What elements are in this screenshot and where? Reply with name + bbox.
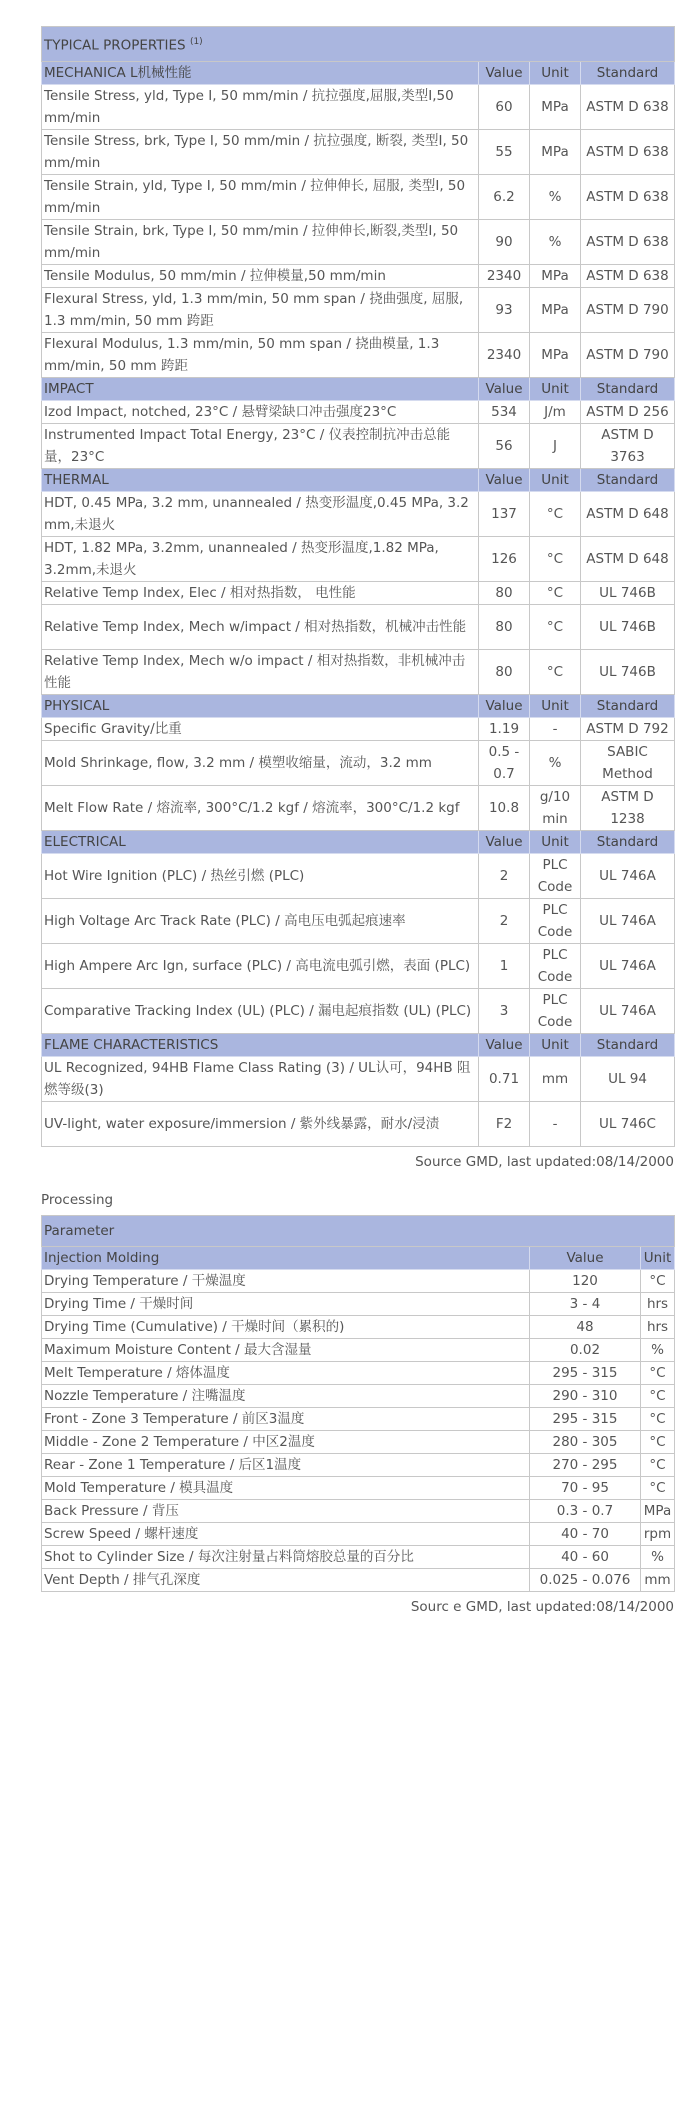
property-prop: Mold Shrinkage, flow, 3.2 mm / 模塑收缩量，流动，3.2 mm — [42, 740, 479, 785]
property-prop: Tensile Stress, brk, Type I, 50 mm/min / 抗拉强度, 断裂, 类型I, 50 mm/min — [42, 129, 479, 174]
processing-prop: Nozzle Temperature / 注嘴温度 — [42, 1384, 530, 1407]
property-value: 2340 — [479, 332, 530, 377]
parameter-header-row — [42, 1215, 675, 1246]
property-row — [42, 604, 675, 649]
processing-row — [42, 1499, 675, 1522]
property-unit: % — [530, 740, 581, 785]
injection-molding-title: Injection Molding — [42, 1246, 530, 1269]
column-header: Unit — [530, 61, 581, 84]
property-prop: Instrumented Impact Total Energy, 23°C / 仪表控制抗冲击总能量，23°C — [42, 423, 479, 468]
processing-row — [42, 1476, 675, 1499]
processing-prop: Melt Temperature / 熔体温度 — [42, 1361, 530, 1384]
property-prop: Flexural Modulus, 1.3 mm/min, 50 mm span / 挠曲模量, 1.3 mm/min, 50 mm 跨距 — [42, 332, 479, 377]
section-title: IMPACT — [42, 377, 479, 400]
column-header: Standard — [581, 61, 675, 84]
processing-value: 120 — [530, 1269, 641, 1292]
processing-value: 70 - 95 — [530, 1476, 641, 1499]
column-header: Unit — [641, 1246, 675, 1269]
property-row — [42, 129, 675, 174]
property-unit: g/10 min — [530, 785, 581, 830]
property-prop: Izod Impact, notched, 23°C / 悬臂梁缺口冲击强度23°C — [42, 400, 479, 423]
processing-prop: Vent Depth / 排气孔深度 — [42, 1568, 530, 1591]
property-unit: MPa — [530, 287, 581, 332]
property-standard: ASTM D 790 — [581, 332, 675, 377]
processing-row — [42, 1269, 675, 1292]
property-prop: Relative Temp Index, Mech w/impact / 相对热指数，机械冲击性能 — [42, 604, 479, 649]
property-standard: ASTM D 648 — [581, 491, 675, 536]
processing-prop: Drying Time / 干燥时间 — [42, 1292, 530, 1315]
property-value: 90 — [479, 219, 530, 264]
processing-prop: Screw Speed / 螺杆速度 — [42, 1522, 530, 1545]
processing-row — [42, 1292, 675, 1315]
property-unit: °C — [530, 536, 581, 581]
section-title: MECHANICA L机械性能 — [42, 61, 479, 84]
property-value: 56 — [479, 423, 530, 468]
section-header-row — [42, 468, 675, 491]
property-standard: UL 746A — [581, 898, 675, 943]
column-header: Standard — [581, 830, 675, 853]
processing-value: 0.02 — [530, 1338, 641, 1361]
processing-prop: Rear - Zone 1 Temperature / 后区1温度 — [42, 1453, 530, 1476]
property-unit: MPa — [530, 129, 581, 174]
property-unit: PLC Code — [530, 943, 581, 988]
property-prop: Tensile Stress, yld, Type I, 50 mm/min / 抗拉强度,屈服,类型I,50 mm/min — [42, 84, 479, 129]
property-row — [42, 1101, 675, 1146]
processing-row — [42, 1430, 675, 1453]
property-row — [42, 988, 675, 1033]
processing-value: 40 - 70 — [530, 1522, 641, 1545]
column-header: Unit — [530, 468, 581, 491]
property-standard: SABIC Method — [581, 740, 675, 785]
property-standard: ASTM D 3763 — [581, 423, 675, 468]
property-row — [42, 264, 675, 287]
property-standard: ASTM D 792 — [581, 717, 675, 740]
property-unit: - — [530, 1101, 581, 1146]
injection-molding-header-row — [42, 1246, 675, 1269]
processing-value: 270 - 295 — [530, 1453, 641, 1476]
section-title: ELECTRICAL — [42, 830, 479, 853]
property-standard: UL 746A — [581, 988, 675, 1033]
property-prop: High Voltage Arc Track Rate (PLC) / 高电压电弧起痕速率 — [42, 898, 479, 943]
property-value: 2340 — [479, 264, 530, 287]
property-value: 60 — [479, 84, 530, 129]
processing-unit: °C — [641, 1407, 675, 1430]
property-standard: ASTM D 648 — [581, 536, 675, 581]
property-value: 10.8 — [479, 785, 530, 830]
processing-unit: rpm — [641, 1522, 675, 1545]
property-unit: °C — [530, 604, 581, 649]
processing-row — [42, 1338, 675, 1361]
property-unit: J — [530, 423, 581, 468]
property-standard: ASTM D 790 — [581, 287, 675, 332]
processing-value: 0.3 - 0.7 — [530, 1499, 641, 1522]
column-header: Value — [530, 1246, 641, 1269]
property-prop: Comparative Tracking Index (UL) (PLC) / 漏电起痕指数 (UL) (PLC) — [42, 988, 479, 1033]
property-row — [42, 84, 675, 129]
property-standard: UL 746B — [581, 581, 675, 604]
property-standard: UL 94 — [581, 1056, 675, 1101]
property-row — [42, 1056, 675, 1101]
column-header: Standard — [581, 468, 675, 491]
processing-prop: Mold Temperature / 模具温度 — [42, 1476, 530, 1499]
property-prop: Flexural Stress, yld, 1.3 mm/min, 50 mm span / 挠曲强度, 屈服, 1.3 mm/min, 50 mm 跨距 — [42, 287, 479, 332]
processing-unit: hrs — [641, 1292, 675, 1315]
property-unit: J/m — [530, 400, 581, 423]
processing-unit: mm — [641, 1568, 675, 1591]
property-value: 2 — [479, 853, 530, 898]
column-header: Value — [479, 61, 530, 84]
properties-table — [41, 26, 675, 1147]
property-row — [42, 785, 675, 830]
property-unit: °C — [530, 491, 581, 536]
property-unit: - — [530, 717, 581, 740]
processing-label: Processing — [41, 1191, 114, 1208]
processing-row — [42, 1545, 675, 1568]
processing-unit: % — [641, 1338, 675, 1361]
property-standard: UL 746B — [581, 649, 675, 694]
property-value: 126 — [479, 536, 530, 581]
processing-unit: hrs — [641, 1315, 675, 1338]
property-row — [42, 581, 675, 604]
section-header-row — [42, 830, 675, 853]
processing-value: 48 — [530, 1315, 641, 1338]
property-value: 1.19 — [479, 717, 530, 740]
processing-row — [42, 1384, 675, 1407]
property-row — [42, 219, 675, 264]
property-value: 80 — [479, 581, 530, 604]
property-value: 6.2 — [479, 174, 530, 219]
property-prop: Tensile Modulus, 50 mm/min / 拉伸模量,50 mm/min — [42, 264, 479, 287]
property-prop: UL Recognized, 94HB Flame Class Rating (3) / UL认可，94HB 阻燃等级(3) — [42, 1056, 479, 1101]
column-header: Standard — [581, 694, 675, 717]
processing-table — [41, 1215, 675, 1592]
property-standard: ASTM D 638 — [581, 84, 675, 129]
typical-properties-title-row — [42, 27, 675, 62]
column-header: Value — [479, 377, 530, 400]
property-row — [42, 174, 675, 219]
processing-value: 295 - 315 — [530, 1407, 641, 1430]
column-header: Unit — [530, 694, 581, 717]
processing-prop: Maximum Moisture Content / 最大含湿量 — [42, 1338, 530, 1361]
property-value: 534 — [479, 400, 530, 423]
property-unit: MPa — [530, 84, 581, 129]
property-value: 93 — [479, 287, 530, 332]
property-row — [42, 287, 675, 332]
property-standard: ASTM D 638 — [581, 219, 675, 264]
source-note: Source GMD, last updated:08/14/2000 — [415, 1153, 674, 1170]
property-unit: MPa — [530, 264, 581, 287]
property-value: 0.71 — [479, 1056, 530, 1101]
property-prop: Hot Wire Ignition (PLC) / 热丝引燃 (PLC) — [42, 853, 479, 898]
processing-value: 280 - 305 — [530, 1430, 641, 1453]
property-row — [42, 423, 675, 468]
property-row — [42, 740, 675, 785]
column-header: Standard — [581, 1033, 675, 1056]
property-prop: HDT, 1.82 MPa, 3.2mm, unannealed / 热变形温度,1.82 MPa, 3.2mm,未退火 — [42, 536, 479, 581]
processing-value: 40 - 60 — [530, 1545, 641, 1568]
processing-unit: °C — [641, 1361, 675, 1384]
processing-unit: % — [641, 1545, 675, 1568]
column-header: Unit — [530, 377, 581, 400]
property-unit: % — [530, 174, 581, 219]
property-prop: UV-light, water exposure/immersion / 紫外线暴露，耐水/浸渍 — [42, 1101, 479, 1146]
section-header-row — [42, 1033, 675, 1056]
property-row — [42, 491, 675, 536]
section-title: FLAME CHARACTERISTICS — [42, 1033, 479, 1056]
column-header: Value — [479, 1033, 530, 1056]
column-header: Unit — [530, 1033, 581, 1056]
property-prop: Specific Gravity/比重 — [42, 717, 479, 740]
property-row — [42, 536, 675, 581]
property-standard: UL 746A — [581, 853, 675, 898]
section-header-row — [42, 377, 675, 400]
property-standard: UL 746A — [581, 943, 675, 988]
property-row — [42, 943, 675, 988]
property-unit: PLC Code — [530, 853, 581, 898]
property-standard: ASTM D 256 — [581, 400, 675, 423]
processing-row — [42, 1453, 675, 1476]
property-value: 2 — [479, 898, 530, 943]
source-note-processing: Sourc e GMD, last updated:08/14/2000 — [410, 1598, 674, 1615]
section-title: THERMAL — [42, 468, 479, 491]
processing-value: 290 - 310 — [530, 1384, 641, 1407]
property-prop: Relative Temp Index, Elec / 相对热指数， 电性能 — [42, 581, 479, 604]
column-header: Value — [479, 830, 530, 853]
property-standard: ASTM D 1238 — [581, 785, 675, 830]
processing-unit: °C — [641, 1269, 675, 1292]
processing-row — [42, 1407, 675, 1430]
property-standard: ASTM D 638 — [581, 264, 675, 287]
property-row — [42, 400, 675, 423]
property-value: 3 — [479, 988, 530, 1033]
property-value: 137 — [479, 491, 530, 536]
property-prop: High Ampere Arc Ign, surface (PLC) / 高电流电弧引燃，表面 (PLC) — [42, 943, 479, 988]
column-header: Unit — [530, 830, 581, 853]
property-unit: °C — [530, 649, 581, 694]
processing-value: 0.025 - 0.076 — [530, 1568, 641, 1591]
property-prop: HDT, 0.45 MPa, 3.2 mm, unannealed / 热变形温度,0.45 MPa, 3.2 mm,未退火 — [42, 491, 479, 536]
property-row — [42, 898, 675, 943]
property-unit: % — [530, 219, 581, 264]
datasheet — [41, 26, 674, 1622]
property-standard: UL 746C — [581, 1101, 675, 1146]
footnote-marker: (1) — [189, 37, 203, 47]
property-value: 80 — [479, 649, 530, 694]
processing-prop: Shot to Cylinder Size / 每次注射量占料筒熔胶总量的百分比 — [42, 1545, 530, 1568]
property-value: F2 — [479, 1101, 530, 1146]
property-unit: mm — [530, 1056, 581, 1101]
property-prop: Relative Temp Index, Mech w/o impact / 相对热指数，非机械冲击性能 — [42, 649, 479, 694]
property-prop: Tensile Strain, brk, Type I, 50 mm/min / 拉伸伸长,断裂,类型I, 50 mm/min — [42, 219, 479, 264]
column-header: Value — [479, 468, 530, 491]
typical-properties-title: TYPICAL PROPERTIES — [44, 37, 186, 54]
section-header-row — [42, 694, 675, 717]
property-value: 0.5 - 0.7 — [479, 740, 530, 785]
processing-prop: Drying Time (Cumulative) / 干燥时间（累积的) — [42, 1315, 530, 1338]
processing-prop: Middle - Zone 2 Temperature / 中区2温度 — [42, 1430, 530, 1453]
processing-unit: °C — [641, 1453, 675, 1476]
property-prop: Tensile Strain, yld, Type I, 50 mm/min / 拉伸伸长, 屈服, 类型I, 50 mm/min — [42, 174, 479, 219]
parameter-header: Parameter — [42, 1215, 675, 1246]
property-row — [42, 332, 675, 377]
processing-unit: °C — [641, 1430, 675, 1453]
processing-prop: Drying Temperature / 干燥温度 — [42, 1269, 530, 1292]
processing-row — [42, 1568, 675, 1591]
property-value: 55 — [479, 129, 530, 174]
processing-prop: Front - Zone 3 Temperature / 前区3温度 — [42, 1407, 530, 1430]
processing-unit: °C — [641, 1476, 675, 1499]
processing-value: 295 - 315 — [530, 1361, 641, 1384]
property-unit: PLC Code — [530, 898, 581, 943]
processing-row — [42, 1315, 675, 1338]
processing-unit: °C — [641, 1384, 675, 1407]
property-prop: Melt Flow Rate / 熔流率, 300°C/1.2 kgf / 熔流率，300°C/1.2 kgf — [42, 785, 479, 830]
property-standard: ASTM D 638 — [581, 174, 675, 219]
property-row — [42, 853, 675, 898]
property-unit: MPa — [530, 332, 581, 377]
property-value: 1 — [479, 943, 530, 988]
property-standard: ASTM D 638 — [581, 129, 675, 174]
processing-value: 3 - 4 — [530, 1292, 641, 1315]
processing-row — [42, 1361, 675, 1384]
column-header: Value — [479, 694, 530, 717]
property-unit: PLC Code — [530, 988, 581, 1033]
processing-row — [42, 1522, 675, 1545]
processing-unit: MPa — [641, 1499, 675, 1522]
property-row — [42, 717, 675, 740]
property-standard: UL 746B — [581, 604, 675, 649]
section-header-row — [42, 61, 675, 84]
property-unit: °C — [530, 581, 581, 604]
column-header: Standard — [581, 377, 675, 400]
section-title: PHYSICAL — [42, 694, 479, 717]
property-value: 80 — [479, 604, 530, 649]
processing-prop: Back Pressure / 背压 — [42, 1499, 530, 1522]
property-row — [42, 649, 675, 694]
